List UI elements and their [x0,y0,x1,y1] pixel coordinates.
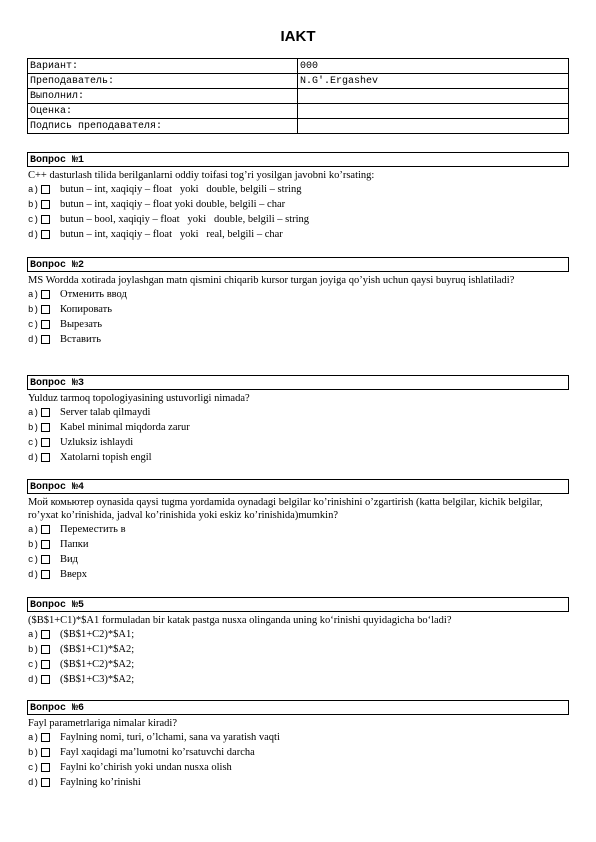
option-letter: b) [28,199,39,210]
checkbox-icon[interactable] [41,453,50,462]
answer-option[interactable] [27,420,569,435]
checkbox-icon[interactable] [41,215,50,224]
answer-option[interactable] [27,775,569,790]
question-text: Мой комьютер oynasida qaysi tugma yordamida oynadagi belgilar ko’rinishini o’zgartirish (katta belgilar, kichik belgilar, ro’yxat ko’rinishida, jadval ko’rinishida yoki eskiz ko’rinishida)mumkin? [28,497,543,521]
info-label: Преподаватель: [28,74,298,89]
option-letter: a) [28,184,39,195]
checkbox-icon[interactable] [41,438,50,447]
option-text: Вставить [60,334,101,345]
info-label: Оценка: [28,104,298,119]
checkbox-icon[interactable] [41,555,50,564]
answer-option[interactable] [27,405,569,420]
option-text: Faylning nomi, turi, o’lchami, sana va yaratish vaqti [60,732,280,743]
question-header: Вопрос №1 [27,152,569,167]
checkbox-icon[interactable] [41,305,50,314]
info-value[interactable] [298,89,569,104]
question-6 [27,700,569,790]
answer-option[interactable] [27,212,569,227]
checkbox-icon[interactable] [41,630,50,639]
answer-option[interactable] [27,552,569,567]
option-letter: c) [28,554,39,565]
option-text: Uzluksiz ishlaydi [60,437,134,448]
option-text: butun – int, xaqiqiy – float yoki double, belgili – string [60,184,302,195]
info-label: Подпись преподавателя: [28,119,298,134]
info-row-performer [28,89,569,104]
option-text: Xatolarni topish engil [60,452,152,463]
question-header: Вопрос №6 [27,700,569,715]
answer-option[interactable] [27,537,569,552]
checkbox-icon[interactable] [41,645,50,654]
question-header: Вопрос №5 [27,597,569,612]
checkbox-icon[interactable] [41,540,50,549]
answer-option[interactable] [27,450,569,465]
answer-option[interactable] [27,227,569,242]
checkbox-icon[interactable] [41,408,50,417]
option-letter: c) [28,437,39,448]
answer-option[interactable] [27,302,569,317]
question-1 [27,152,569,242]
answer-option[interactable] [27,672,569,687]
option-letter: c) [28,659,39,670]
question-4 [27,479,569,582]
option-text: Отменить ввод [60,289,127,300]
option-letter: d) [28,229,39,240]
question-text: C++ dasturlash tilida berilganlarni oddiy toifasi tog’ri yosilgan javobni ko’rsating: [28,170,375,181]
info-label: Вариант: [28,59,298,74]
option-letter: a) [28,524,39,535]
option-letter: a) [28,732,39,743]
checkbox-icon[interactable] [41,335,50,344]
option-text: Вид [60,554,78,565]
option-letter: d) [28,452,39,463]
question-5 [27,597,569,687]
question-header: Вопрос №3 [27,375,569,390]
option-text: Kabel minimal miqdorda zarur [60,422,190,433]
checkbox-icon[interactable] [41,525,50,534]
checkbox-icon[interactable] [41,185,50,194]
option-text: ($B$1+C1)*$A2; [60,644,135,655]
info-value: 000 [298,59,569,74]
answer-option[interactable] [27,567,569,582]
answer-option[interactable] [27,642,569,657]
option-letter: a) [28,289,39,300]
option-letter: b) [28,304,39,315]
question-text: ($B$1+C1)*$A1 formuladan bir katak pastga nusxa olinganda uning ko‘rinishi quyidagicha bo‘ladi? [28,615,452,626]
info-row-grade [28,104,569,119]
info-table [27,58,569,134]
question-2 [27,257,569,347]
option-text: Faylni ko’chirish yoki undan nusxa olish [60,762,232,773]
option-text: Вверх [60,569,88,580]
answer-option[interactable] [27,760,569,775]
question-header: Вопрос №4 [27,479,569,494]
option-letter: c) [28,319,39,330]
info-value[interactable] [298,119,569,134]
question-header: Вопрос №2 [27,257,569,272]
info-row-signature [28,119,569,134]
option-text: Папки [60,539,89,550]
option-text: Копировать [60,304,113,315]
info-value[interactable] [298,104,569,119]
checkbox-icon[interactable] [41,660,50,669]
answer-option[interactable] [27,317,569,332]
option-text: ($B$1+C2)*$A2; [60,659,135,670]
answer-option[interactable] [27,627,569,642]
option-text: Faylning ko’rinishi [60,777,141,788]
option-text: Переместить в [60,524,126,535]
info-label: Выполнил: [28,89,298,104]
answer-option[interactable] [27,197,569,212]
info-value: N.G'.Ergashev [298,74,569,89]
option-letter: c) [28,214,39,225]
option-text: Fayl xaqidagi ma’lumotni ko’rsatuvchi darcha [60,747,255,758]
answer-option[interactable] [27,182,569,197]
question-3 [27,375,569,465]
question-text: Fayl parametrlariga nimalar kiradi? [28,718,177,729]
option-text: ($B$1+C3)*$A2; [60,674,135,685]
checkbox-icon[interactable] [41,320,50,329]
option-letter: d) [28,569,39,580]
info-row-teacher [28,74,569,89]
checkbox-icon[interactable] [41,675,50,684]
option-letter: a) [28,629,39,640]
option-text: Server talab qilmaydi [60,407,151,418]
checkbox-icon[interactable] [41,733,50,742]
option-text: ($B$1+C2)*$A1; [60,629,135,640]
checkbox-icon[interactable] [41,230,50,239]
question-text: MS Wordda xotirada joylashgan matn qismini chiqarib kursor turgan joyiga qo’yish uchun qaysi buyruq ishlatiladi? [28,275,515,286]
checkbox-icon[interactable] [41,570,50,579]
option-text: Вырезать [60,319,103,330]
option-letter: b) [28,539,39,550]
answer-option[interactable] [27,745,569,760]
option-letter: d) [28,777,39,788]
answer-option[interactable] [27,435,569,450]
checkbox-icon[interactable] [41,778,50,787]
checkbox-icon[interactable] [41,290,50,299]
option-letter: d) [28,334,39,345]
option-text: butun – int, xaqiqiy – float yoki double, belgili – char [60,199,286,210]
checkbox-icon[interactable] [41,200,50,209]
checkbox-icon[interactable] [41,748,50,757]
answer-option[interactable] [27,657,569,672]
document-title: IAKT [280,28,316,45]
option-letter: c) [28,762,39,773]
question-text: Yulduz tarmoq topologiyasining ustuvorligi nimada? [28,393,250,404]
answer-option[interactable] [27,522,569,537]
option-letter: a) [28,407,39,418]
option-letter: d) [28,674,39,685]
info-row-variant [28,59,569,74]
checkbox-icon[interactable] [41,423,50,432]
option-text: butun – int, xaqiqiy – float yoki real, belgili – char [60,229,283,240]
answer-option[interactable] [27,287,569,302]
option-letter: b) [28,747,39,758]
option-letter: b) [28,422,39,433]
answer-option[interactable] [27,730,569,745]
answer-option[interactable] [27,332,569,347]
option-letter: b) [28,644,39,655]
option-text: butun – bool, xaqiqiy – float yoki double, belgili – string [60,214,310,225]
checkbox-icon[interactable] [41,763,50,772]
